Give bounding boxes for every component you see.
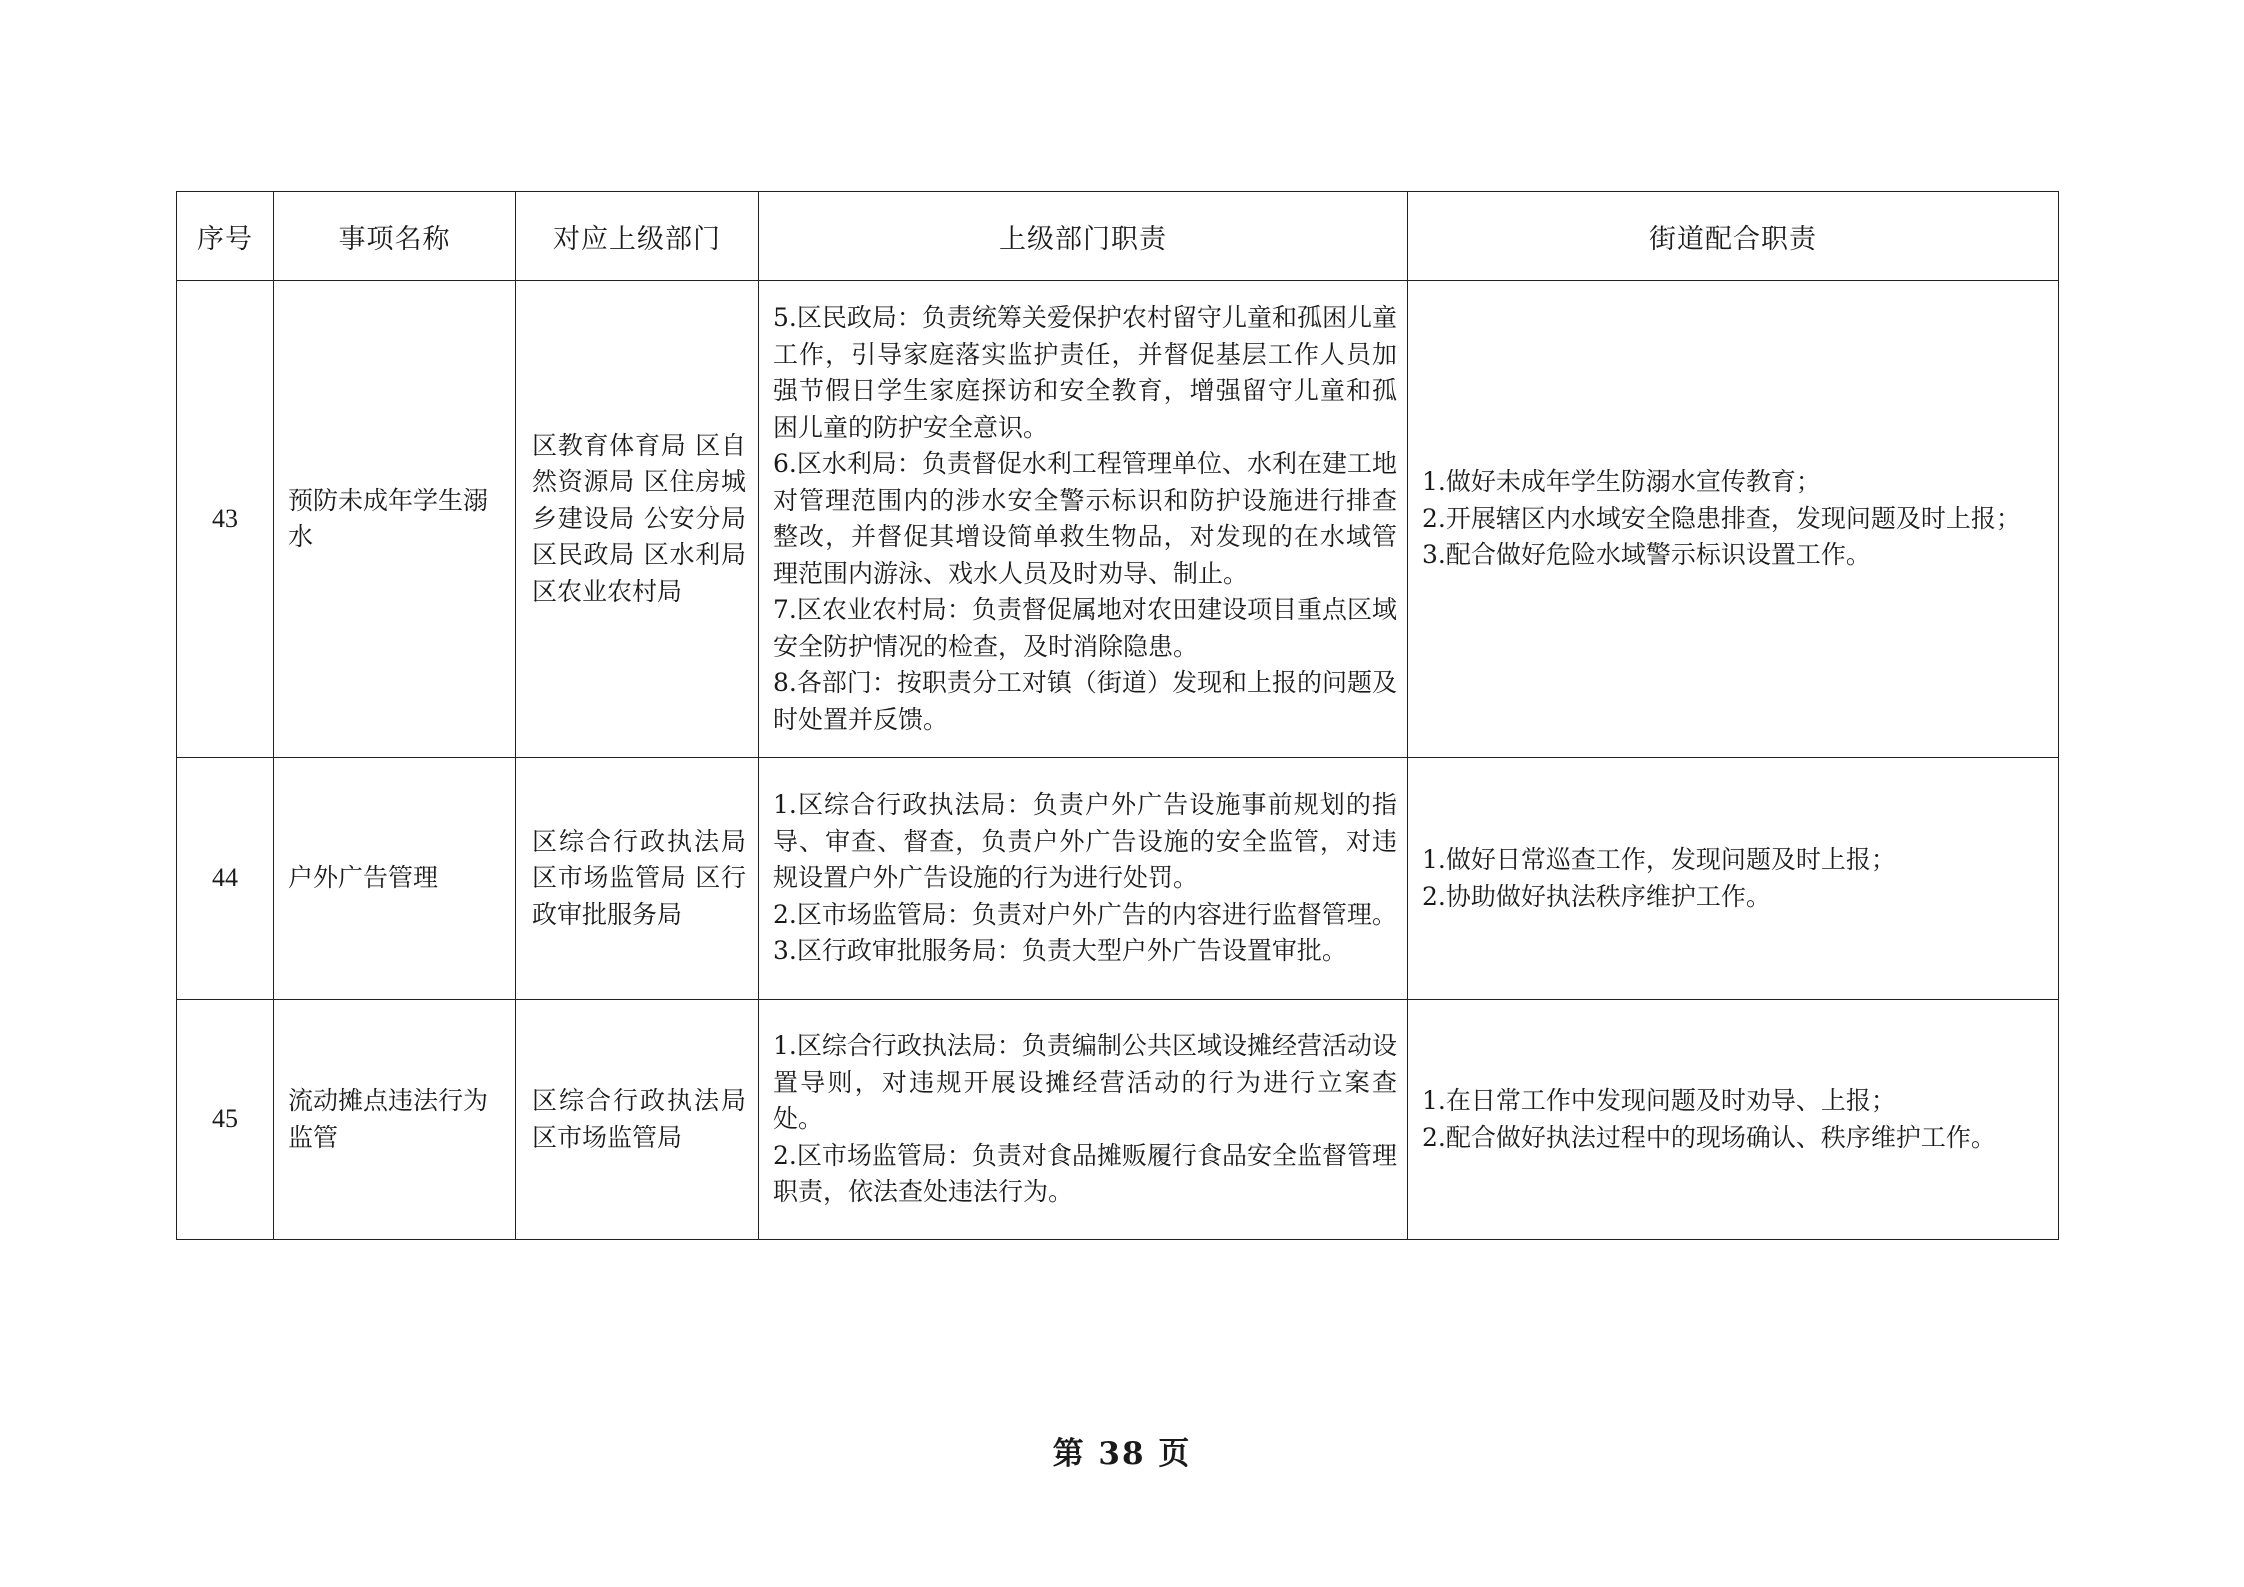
duty-line: 1.做好未成年学生防溺水宣传教育； [1422,467,1821,497]
duty-line: 7.区农业农村局：负责督促属地对农田建设项目重点区域安全防护情况的检查，及时消除隐患。 [773,595,1397,661]
duty-table [176,191,2059,1240]
duty-line: 8.各部门：按职责分工对镇（街道）发现和上报的问题及时处置并反馈。 [773,668,1397,734]
duty-line: 2.协助做好执法秩序维护工作。 [1422,881,1771,911]
row-superior-duties [759,758,1408,1000]
row-seq: 45 [177,1000,274,1240]
row-superior-duties [759,1000,1408,1240]
duty-line: 2.配合做好执法过程中的现场确认、秩序维护工作。 [1422,1122,1996,1152]
row-superior-dept: 区教育体育局 区自然资源局 区住房城乡建设局 公安分局 区民政局 区水利局 区农业农村局 [516,281,759,758]
duty-line: 3.区行政审批服务局：负责大型户外广告设置审批。 [773,936,1347,966]
page-number: 第 38 页 [1052,1436,1192,1472]
header-street-duties: 街道配合职责 [1408,192,2059,281]
row-superior-dept: 区综合行政执法局 区市场监管局 区行政审批服务局 [516,758,759,1000]
duty-line: 2.区市场监管局：负责对户外广告的内容进行监督管理。 [773,899,1397,929]
duty-line: 1.在日常工作中发现问题及时劝导、上报； [1422,1086,1896,1115]
table-row [177,1000,2059,1240]
table-row [177,758,2059,1000]
duty-line: 2.开展辖区内水域安全隐患排查，发现问题及时上报； [1422,503,2021,533]
duty-line: 1.做好日常巡查工作，发现问题及时上报； [1422,845,1896,874]
row-item-name: 预防未成年学生溺水 [274,281,516,758]
row-superior-dept: 区综合行政执法局 区市场监管局 [516,1000,759,1240]
duty-line: 6.区水利局：负责督促水利工程管理单位、水利在建工地对管理范围内的涉水安全警示标识和防护设施进行排查整改，并督促其增设简单救生物品，对发现的在水域管理范围内游泳、戏水人员及时劝导、制止。 [773,449,1397,588]
duty-line: 1.区综合行政执法局：负责户外广告设施事前规划的指导、审查、督查，负责户外广告设施的安全监管，对违规设置户外广告设施的行为进行处罚。 [773,790,1397,893]
row-street-duties [1408,758,2059,1000]
duty-line: 3.配合做好危险水域警示标识设置工作。 [1422,540,1871,570]
duty-line: 1.区综合行政执法局：负责编制公共区域设摊经营活动设置导则，对违规开展设摊经营活动的行为进行立案查处。 [773,1031,1397,1134]
row-item-name: 户外广告管理 [274,758,516,1000]
header-superior-duties: 上级部门职责 [759,192,1408,281]
table-header-row [177,192,2059,281]
row-item-name: 流动摊点违法行为监管 [274,1000,516,1240]
header-seq: 序号 [177,192,274,281]
row-superior-duties [759,281,1408,758]
table-row [177,281,2059,758]
header-superior-dept: 对应上级部门 [516,192,759,281]
row-seq: 44 [177,758,274,1000]
row-street-duties [1408,1000,2059,1240]
duty-line: 5.区民政局：负责统筹关爱保护农村留守儿童和孤困儿童工作，引导家庭落实监护责任，并督促基层工作人员加强节假日学生家庭探访和安全教育，增强留守儿童和孤困儿童的防护安全意识。 [773,303,1397,442]
duty-line: 2.区市场监管局：负责对食品摊贩履行食品安全监督管理职责，依法查处违法行为。 [773,1140,1397,1207]
header-item-name: 事项名称 [274,192,516,281]
row-street-duties [1408,281,2059,758]
row-seq: 43 [177,281,274,758]
